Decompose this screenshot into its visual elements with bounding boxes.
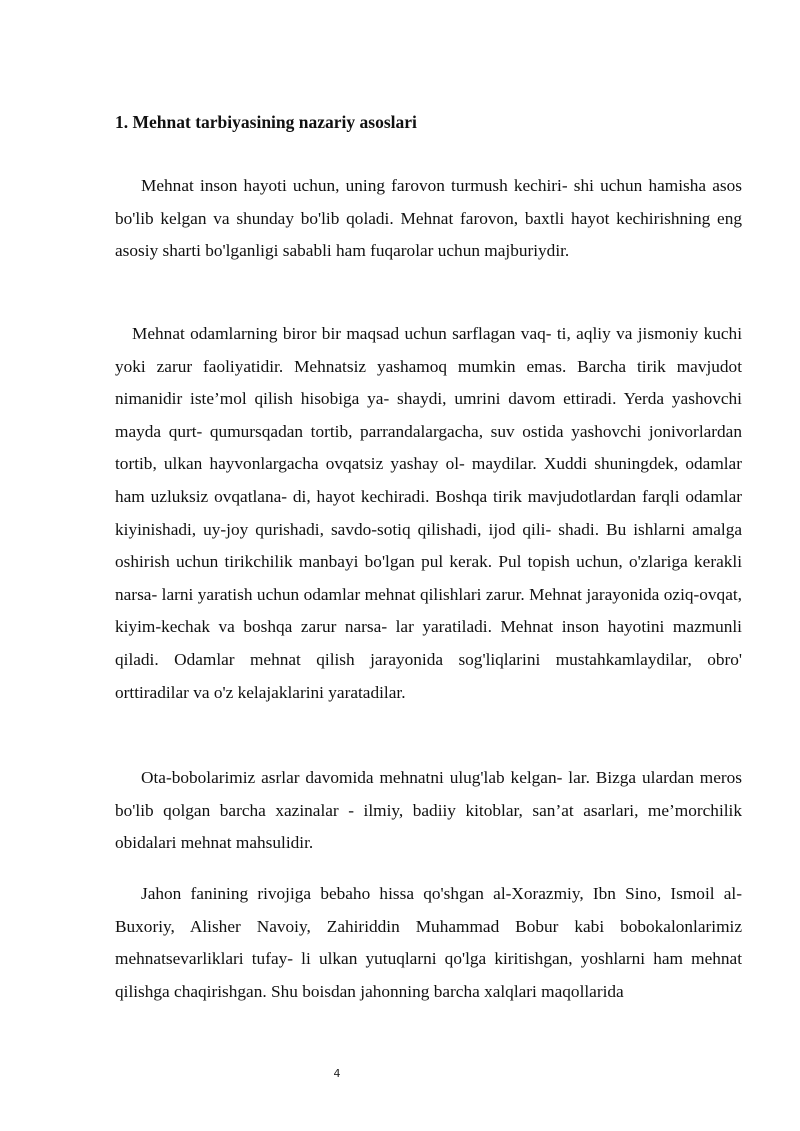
- paragraph-1: Mehnat inson hayoti uchun, uning farovon turmush kechiri- shi uchun hamisha asos bo'lib kelgan va shunday bo'lib qoladi. Mehnat farovon, baxtli hayot kechirishning eng asosiy sharti bo'lganligi sababli ham fuqarolar uchun majburiydir.: [115, 176, 742, 261]
- paragraph-4: Jahon fanining rivojiga bebaho hissa qo'shgan al-Xorazmiy, Ibn Sino, Ismoil al-Buxoriy, Alisher Navoiy, Zahiriddin Muhammad Bobur kabi bobokalonlarimiz mehnatsevarliklari tufay- li ulkan yutuqlarni qo'lga kiritishgan, yoshlarni ham mehnat qilishga chaqirishgan. Shu boisdan jahonning barcha xalqlari maqollarida: [115, 884, 742, 1001]
- section-heading: 1. Mehnat tarbiyasining nazariy asoslari: [115, 112, 417, 132]
- paragraph-3: Ota-bobolarimiz asrlar davomida mehnatni ulug'lab kelgan- lar. Bizga ulardan meros bo'lib qolgan barcha xazinalar - ilmiy, badiiy kitoblar, san’at asarlari, me’morchilik obidalari mehnat mahsulidir.: [115, 768, 742, 853]
- paragraph-2: Mehnat odamlarning biror bir maqsad uchun sarflagan vaq- ti, aqliy va jismoniy kuchi yoki zarur faoliyatidir. Mehnatsiz yashamoq mumkin emas. Barcha tirik mavjudot nimanidir iste’mol qilish hisobiga ya- shaydi, umrini davom ettiradi. Yerda yashovchi mayda qurt- qumursqadan tortib, parrandalargacha, suv ostida yashovchi jonivorlardan tortib, ulkan hayvonlargacha ovqatsiz yashay ol- maydilar. Xuddi shuningdek, odamlar ham uzluksiz ovqatlana- di, hayot kechiradi. Boshqa tirik mavjudotlardan farqli odamlar kiyinishadi, uy-joy qurishadi, savdo-sotiq qilishadi, ijod qili- shadi. Bu ishlarni amalga oshirish uchun tirikchilik manbayi bo'lgan pul kerak. Pul topish uchun, o'zlariga kerakli narsa- larni yaratish uchun odamlar mehnat qilishlari zarur. Mehnat jarayonida oziq-ovqat, kiyim-kechak va boshqa zarur narsa- lar yaratiladi. Mehnat inson hayotini mazmunli qiladi. Odamlar mehnat qilish jarayonida sog'liqlarini mustahkamlaydilar, obro' orttiradilar va o'z kelajaklarini yaratadilar.: [115, 324, 742, 702]
- page-number: 4: [333, 1067, 341, 1080]
